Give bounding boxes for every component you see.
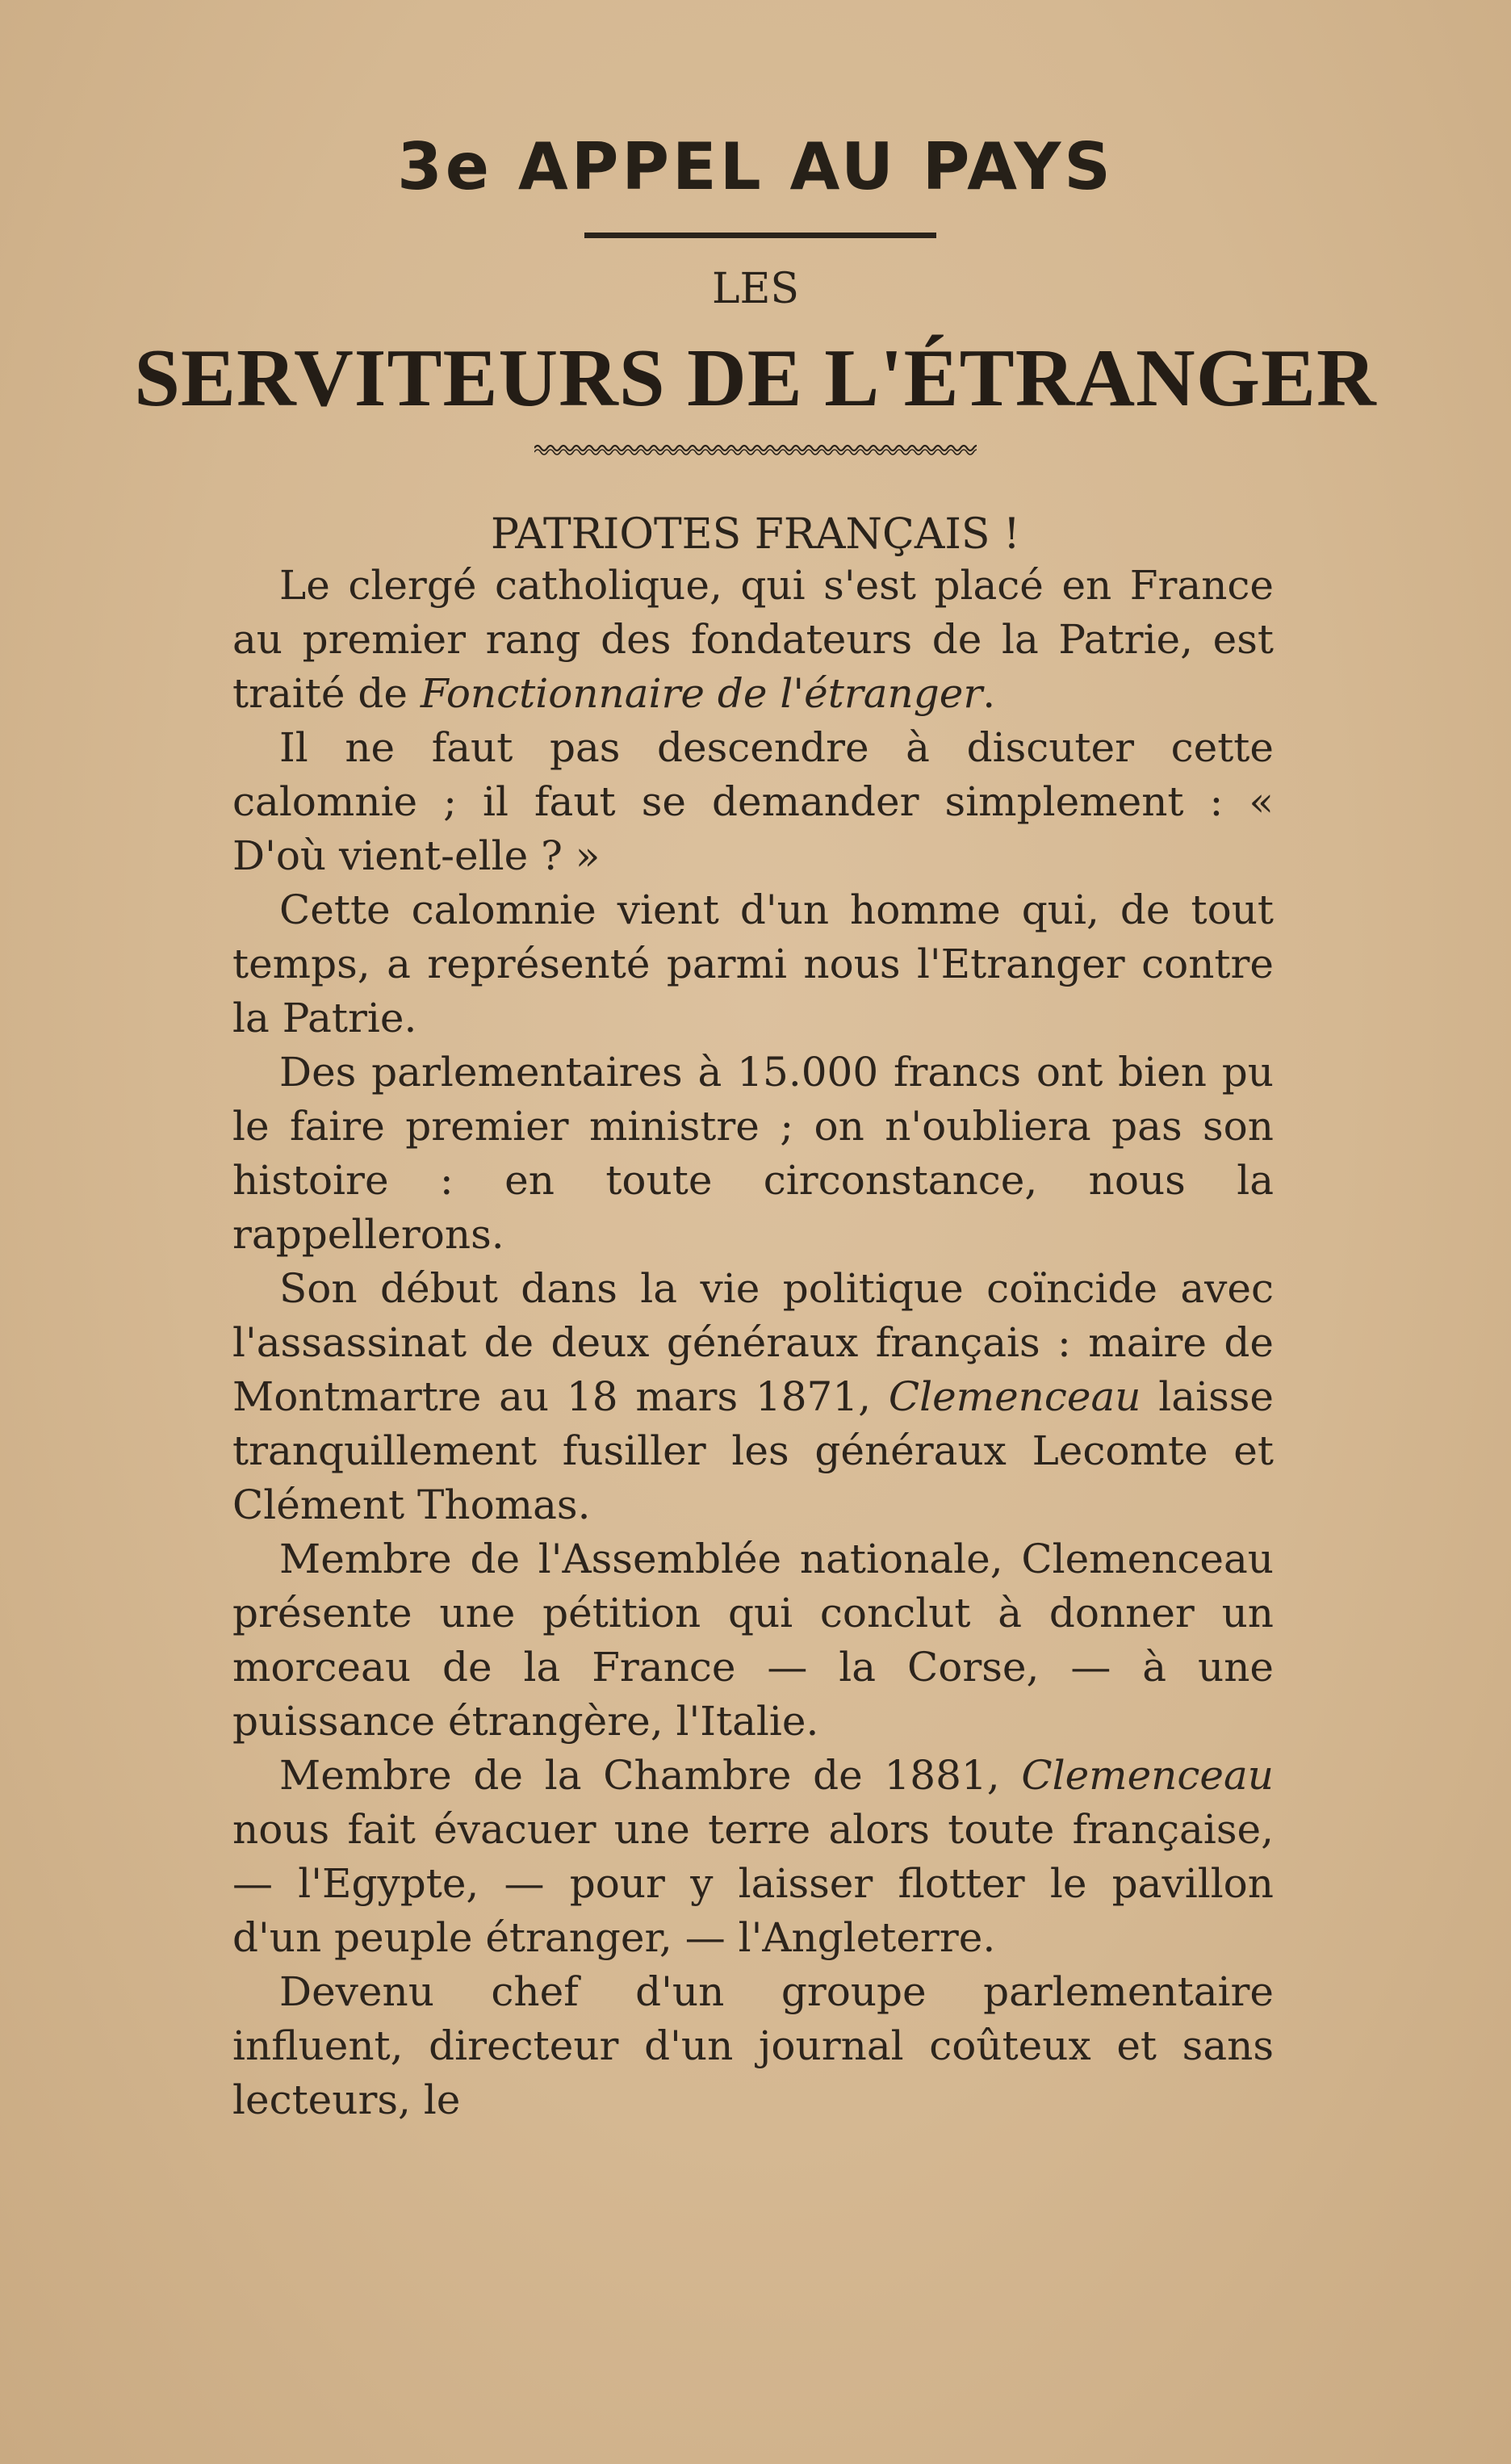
paragraph: Des parlementaires à 15.000 francs ont bien pu le faire premier ministre ; on n'oubliera pas son histoire : en toute circonstance, nous la rappellerons. [232,1049,1274,1258]
wavy-ornament-rule [534,442,977,457]
body-text [232,559,1274,2127]
paragraph: Il ne faut pas descendre à discuter cette calomnie ; il faut se demander simplement : « D'où vient-elle ? » [232,724,1274,879]
paragraph: Cette calomnie vient d'un homme qui, de tout temps, a représenté parmi nous l'Etranger contre la Patrie. [232,886,1274,1041]
paragraph: Membre de l'Assemblée nationale, Clemenceau présente une pétition qui conclut à donner un morceau de la France — la Corse, — à une puissance étrangère, l'Italie. [232,1536,1274,1745]
paragraph: Devenu chef d'un groupe parlementaire influent, directeur d'un journal coûteux et sans lecteurs, le [232,1968,1274,2123]
heading-title: SERVITEURS DE L'ÉTRANGER [134,333,1377,424]
heading-les: LES [711,265,800,313]
heading-appel: 3e APPEL AU PAYS [397,129,1114,204]
paragraph: Son début dans la vie politique coïncide avec l'assassinat de deux généraux français : maire de Montmartre au 18 mars 1871, Clemenceau laisse tranquillement fusiller les généraux Lecomte et Clément Thomas. [232,1265,1274,1528]
paragraph: Le clergé catholique, qui s'est placé en France au premier rang des fondateurs de la Patrie, est traité de Fonctionnaire de l'étranger. [232,562,1274,717]
wavy-line-bottom [534,450,977,455]
salutation: PATRIOTES FRANÇAIS ! [491,510,1020,559]
heading-rule [584,233,936,238]
paragraph: Membre de la Chambre de 1881, Clemenceau nous fait évacuer une terre alors toute française, — l'Egypte, — pour y laisser flotter le pavillon d'un peuple étranger, — l'Angleterre. [232,1752,1274,1961]
